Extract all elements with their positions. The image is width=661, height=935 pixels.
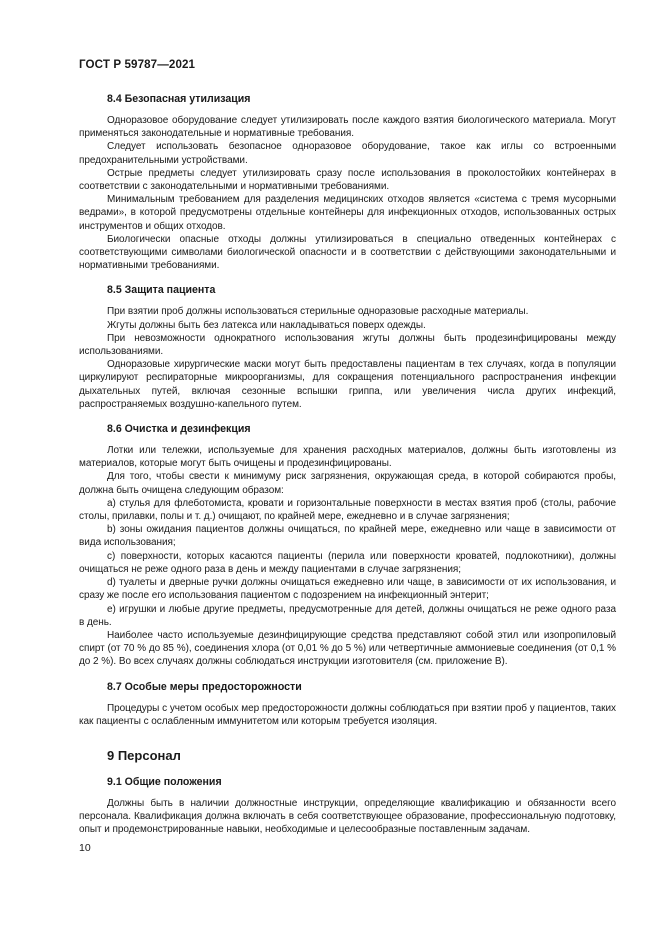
paragraph: Следует использовать безопасное одноразовое оборудование, такое как иглы со встроенными предохранительными устройствами. [79, 141, 616, 166]
paragraph: Жгуты должны быть без латекса или накладываться поверх одежды. [107, 319, 426, 331]
section-heading: 8.7 Особые меры предосторожности [107, 680, 302, 693]
section-8-5 [79, 283, 616, 411]
section-heading: 9.1 Общие положения [107, 775, 222, 788]
paragraph: Острые предметы следует утилизировать сразу после использования в проколостойких контейнерах в соответствии с законодательными и нормативными требованиями. [79, 167, 616, 193]
chapter-heading: 9 Персонал [107, 747, 181, 763]
list-item: b) зоны ожидания пациентов должны очищаться, по крайней мере, ежедневно или чаще в зависимости от вида использования; [79, 524, 616, 549]
paragraph: При взятии проб должны использоваться стерильные одноразовые расходные материалы. [107, 306, 529, 318]
section-8-4 [79, 92, 616, 272]
section-heading: 8.5 Защита пациента [107, 284, 216, 297]
paragraph: Биологически опасные отходы должны утилизироваться в специально отведенных контейнерах с соответствующими символами биологической опасности и в соответствии с действующими законодательными и нормативными требованиями. [79, 233, 616, 272]
section-8-7 [79, 680, 616, 728]
paragraph: Процедуры с учетом особых мер предосторожности должны соблюдаться при взятии проб у пациентов, таких как пациенты с ослабленным иммунитетом или которым требуется изоляция. [79, 702, 616, 727]
paragraph: При невозможности однократного использования жгуты должны быть продезинфицированы между использованиями. [79, 332, 616, 358]
page-number: 10 [79, 842, 91, 854]
standard-number: ГОСТ Р 59787—2021 [79, 58, 196, 71]
paragraph: Наиболее часто используемые дезинфицирующие средства представляют собой этил или изопропиловый спирт (от 70 % до 85 %), соединения хлора (от 0,01 % до 5 %) или четвертичные аммониевые соединения (от 0,1 % до 2 %). Во всех случаях должны соблюдаться инструкции изготовителя (см. приложение В). [79, 629, 616, 668]
paragraph: Одноразовое оборудование следует утилизировать после каждого взятия биологического материала. Могут применяться законодательные и нормативные требования. [79, 115, 616, 140]
section-heading: 8.6 Очистка и дезинфекция [107, 423, 251, 436]
paragraph: Одноразовые хирургические маски могут быть предоставлены пациентам в тех случаях, когда в популяции циркулируют респираторные микроорганизмы, для сокращения потенциального распространения инфекции дыхательных путей, включая сезонные вспышки гриппа, или увеличения числа других инфекций, распространяемых воздушно-капельного путем. [79, 359, 616, 410]
list-item: c) поверхности, которых касаются пациенты (перила или поверхности кроватей, подлокотники), должны очищаться не реже одного раза в день и между пациентами в случае загрязнения; [79, 550, 616, 575]
list-item: d) туалеты и дверные ручки должны очищаться ежедневно или чаще, в зависимости от их использования, и сразу же после его использования пациентом с подозрением на инфекционный энтерит; [79, 577, 616, 602]
list-item: e) игрушки и любые другие предметы, предусмотренные для детей, должны очищаться не реже одного раза в день. [79, 603, 616, 628]
list-item: a) стулья для флеботомиста, кровати и горизонтальные поверхности в местах взятия проб (столы, рабочие столы, прилавки, полы и т. д.) очищают, по крайней мере, ежедневно и в случае загрязнения; [79, 497, 616, 523]
section-heading: 8.4 Безопасная утилизация [107, 93, 251, 105]
section-8-6 [79, 422, 616, 668]
chapter-9 [79, 748, 616, 837]
paragraph: Минимальным требованием для разделения медицинских отходов является «система с тремя мусорными ведрами», в которой предусмотрены отдельные контейнеры для инфекционных отходов, использованных острых инструментов и общих отходов. [79, 194, 616, 232]
paragraph: Лотки или тележки, используемые для хранения расходных материалов, должны быть изготовлены из материалов, которые могут быть очищены и продезинфицированы. [79, 445, 616, 470]
paragraph: Должны быть в наличии должностные инструкции, определяющие квалификацию и обязанности всего персонала. Квалификация должна включать в себя соответствующее образование, профессиональную подготовку, опыт и продемонстрированные навыки, необходимые и целесообразные поставленным задачам. [79, 797, 616, 836]
document-body [79, 90, 616, 837]
paragraph: Для того, чтобы свести к минимуму риск загрязнения, окружающая среда, в которой собираются пробы, должна быть очищена следующим образом: [79, 471, 616, 496]
